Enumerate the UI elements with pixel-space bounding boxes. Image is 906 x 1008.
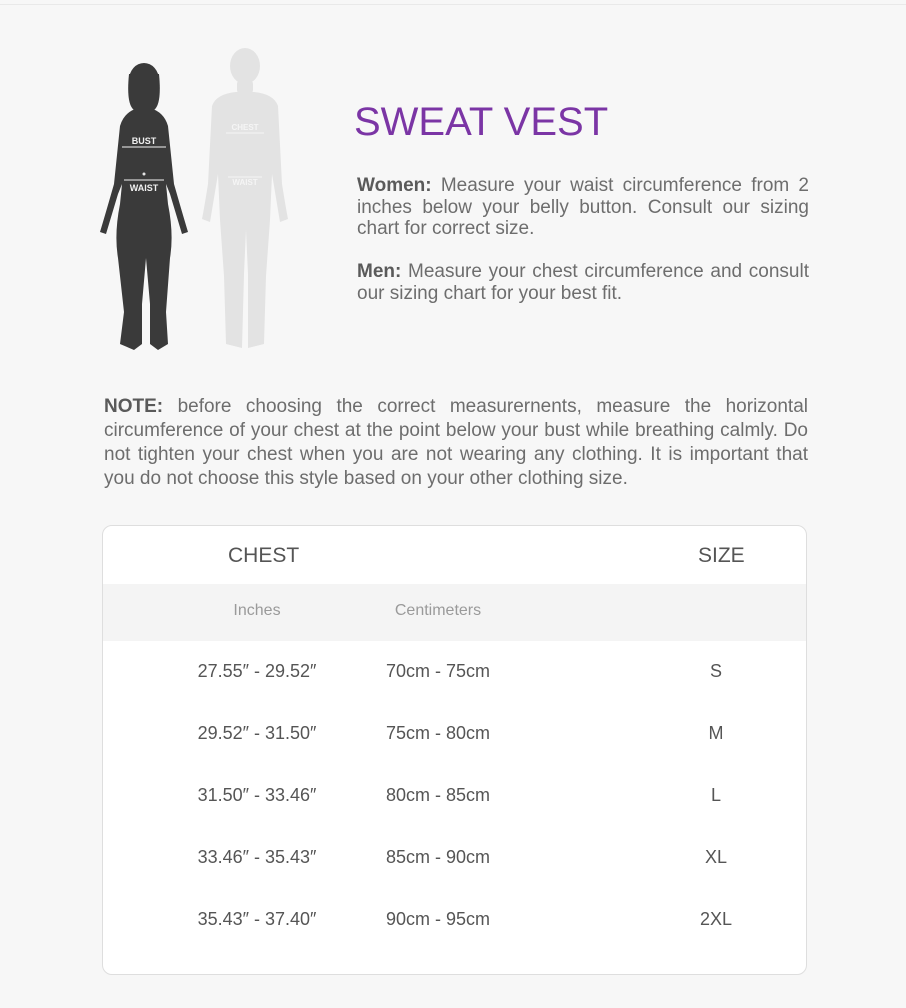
top-divider bbox=[0, 4, 906, 5]
table-body bbox=[103, 641, 806, 951]
table-row bbox=[103, 827, 806, 889]
women-label: Women: bbox=[357, 175, 432, 196]
cell-size: XL bbox=[704, 847, 728, 867]
cell-centimeters: 70cm - 75cm bbox=[385, 661, 491, 681]
male-waist-label: WAIST bbox=[232, 178, 258, 187]
cell-inches: 35.43″ - 37.40″ bbox=[197, 909, 317, 929]
female-bust-label: BUST bbox=[131, 136, 157, 146]
header-size: SIZE bbox=[698, 544, 745, 567]
table-row bbox=[103, 765, 806, 827]
cell-centimeters: 85cm - 90cm bbox=[385, 847, 491, 867]
subheader-inches: Inches bbox=[233, 602, 281, 619]
male-chest-label: CHEST bbox=[231, 123, 259, 132]
men-text: Measure your chest circumference and consult our sizing chart for your best fit. bbox=[357, 261, 809, 304]
cell-size: L bbox=[710, 785, 721, 805]
cell-inches: 31.50″ - 33.46″ bbox=[197, 785, 317, 805]
note-label: NOTE: bbox=[104, 396, 164, 417]
table-subheader bbox=[103, 584, 806, 641]
cell-inches: 33.46″ - 35.43″ bbox=[197, 847, 317, 867]
note-text: before choosing the correct measurernents, measure the horizontal circumference of your chest at the point below your bust while breathing calmly. Do not tighten your chest when you are not wearing any clothing. It is important that you do not choose this style based on your other clothing size. bbox=[104, 396, 808, 489]
men-label: Men: bbox=[357, 261, 402, 282]
table-row bbox=[103, 703, 806, 765]
cell-size: 2XL bbox=[699, 909, 733, 929]
product-title: SWEAT VEST bbox=[354, 100, 609, 144]
female-waist-label: WAIST bbox=[129, 183, 159, 193]
men-instructions bbox=[357, 261, 809, 304]
size-chart-table bbox=[102, 525, 807, 975]
table-row bbox=[103, 641, 806, 703]
body-measurement-illustration bbox=[96, 44, 296, 356]
cell-centimeters: 75cm - 80cm bbox=[385, 723, 491, 743]
female-navel-dot bbox=[143, 173, 146, 176]
cell-size: S bbox=[709, 661, 722, 681]
cell-inches: 29.52″ - 31.50″ bbox=[197, 723, 317, 743]
cell-inches: 27.55″ - 29.52″ bbox=[197, 661, 317, 681]
women-instructions bbox=[357, 175, 809, 240]
subheader-centimeters: Centimeters bbox=[394, 602, 482, 619]
table-row bbox=[103, 889, 806, 951]
measurement-note bbox=[104, 395, 808, 491]
male-figure bbox=[202, 48, 288, 348]
header-chest: CHEST bbox=[228, 544, 300, 567]
female-figure bbox=[100, 63, 188, 350]
cell-size: M bbox=[708, 723, 724, 743]
body-figures-svg bbox=[96, 44, 296, 356]
cell-centimeters: 80cm - 85cm bbox=[385, 785, 491, 805]
women-text: Measure your waist circumference from 2 inches below your belly button. Consult our sizing chart for correct size. bbox=[357, 175, 810, 239]
cell-centimeters: 90cm - 95cm bbox=[385, 909, 491, 929]
